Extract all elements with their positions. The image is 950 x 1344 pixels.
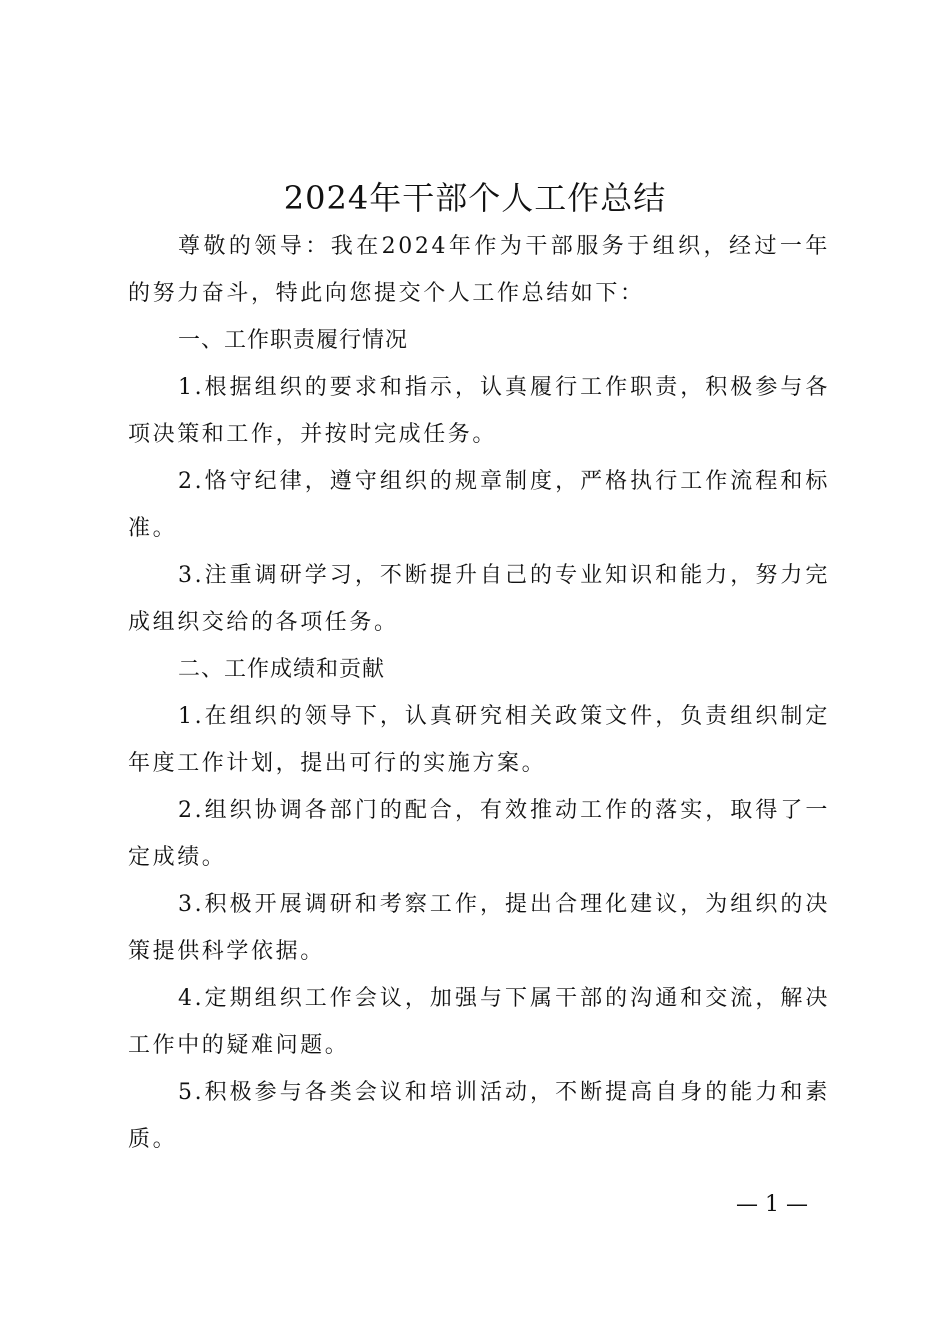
intro-paragraph: 尊敬的领导：我在2024年作为干部服务于组织，经过一年的努力奋斗，特此向您提交个人工作总结如下： xyxy=(128,234,830,306)
achievement-item-5: 5.积极参与各类会议和培训活动，不断提高自身的能力和素质。 xyxy=(128,1080,830,1152)
achievement-item-4: 4.定期组织工作会议，加强与下属干部的沟通和交流，解决工作中的疑难问题。 xyxy=(128,986,830,1058)
achievement-item-3: 3.积极开展调研和考察工作，提出合理化建议，为组织的决策提供科学依据。 xyxy=(128,892,830,964)
duty-item-1: 1.根据组织的要求和指示，认真履行工作职责，积极参与各项决策和工作，并按时完成任务。 xyxy=(128,375,830,447)
achievement-item-1: 1.在组织的领导下，认真研究相关政策文件，负责组织制定年度工作计划，提出可行的实施方案。 xyxy=(128,704,830,776)
duty-item-2: 2.恪守纪律，遵守组织的规章制度，严格执行工作流程和标准。 xyxy=(128,469,830,541)
document-body xyxy=(128,223,830,1163)
duty-item-3: 3.注重调研学习，不断提升自己的专业知识和能力，努力完成组织交给的各项任务。 xyxy=(128,563,830,635)
section-heading-achievements: 二、工作成绩和贡献 xyxy=(178,657,386,682)
document-title: 2024年干部个人工作总结 xyxy=(283,179,667,217)
page-number: — 1 — xyxy=(736,1192,808,1217)
section-heading-duties: 一、工作职责履行情况 xyxy=(178,328,409,353)
achievement-item-2: 2.组织协调各部门的配合，有效推动工作的落实，取得了一定成绩。 xyxy=(128,798,830,870)
